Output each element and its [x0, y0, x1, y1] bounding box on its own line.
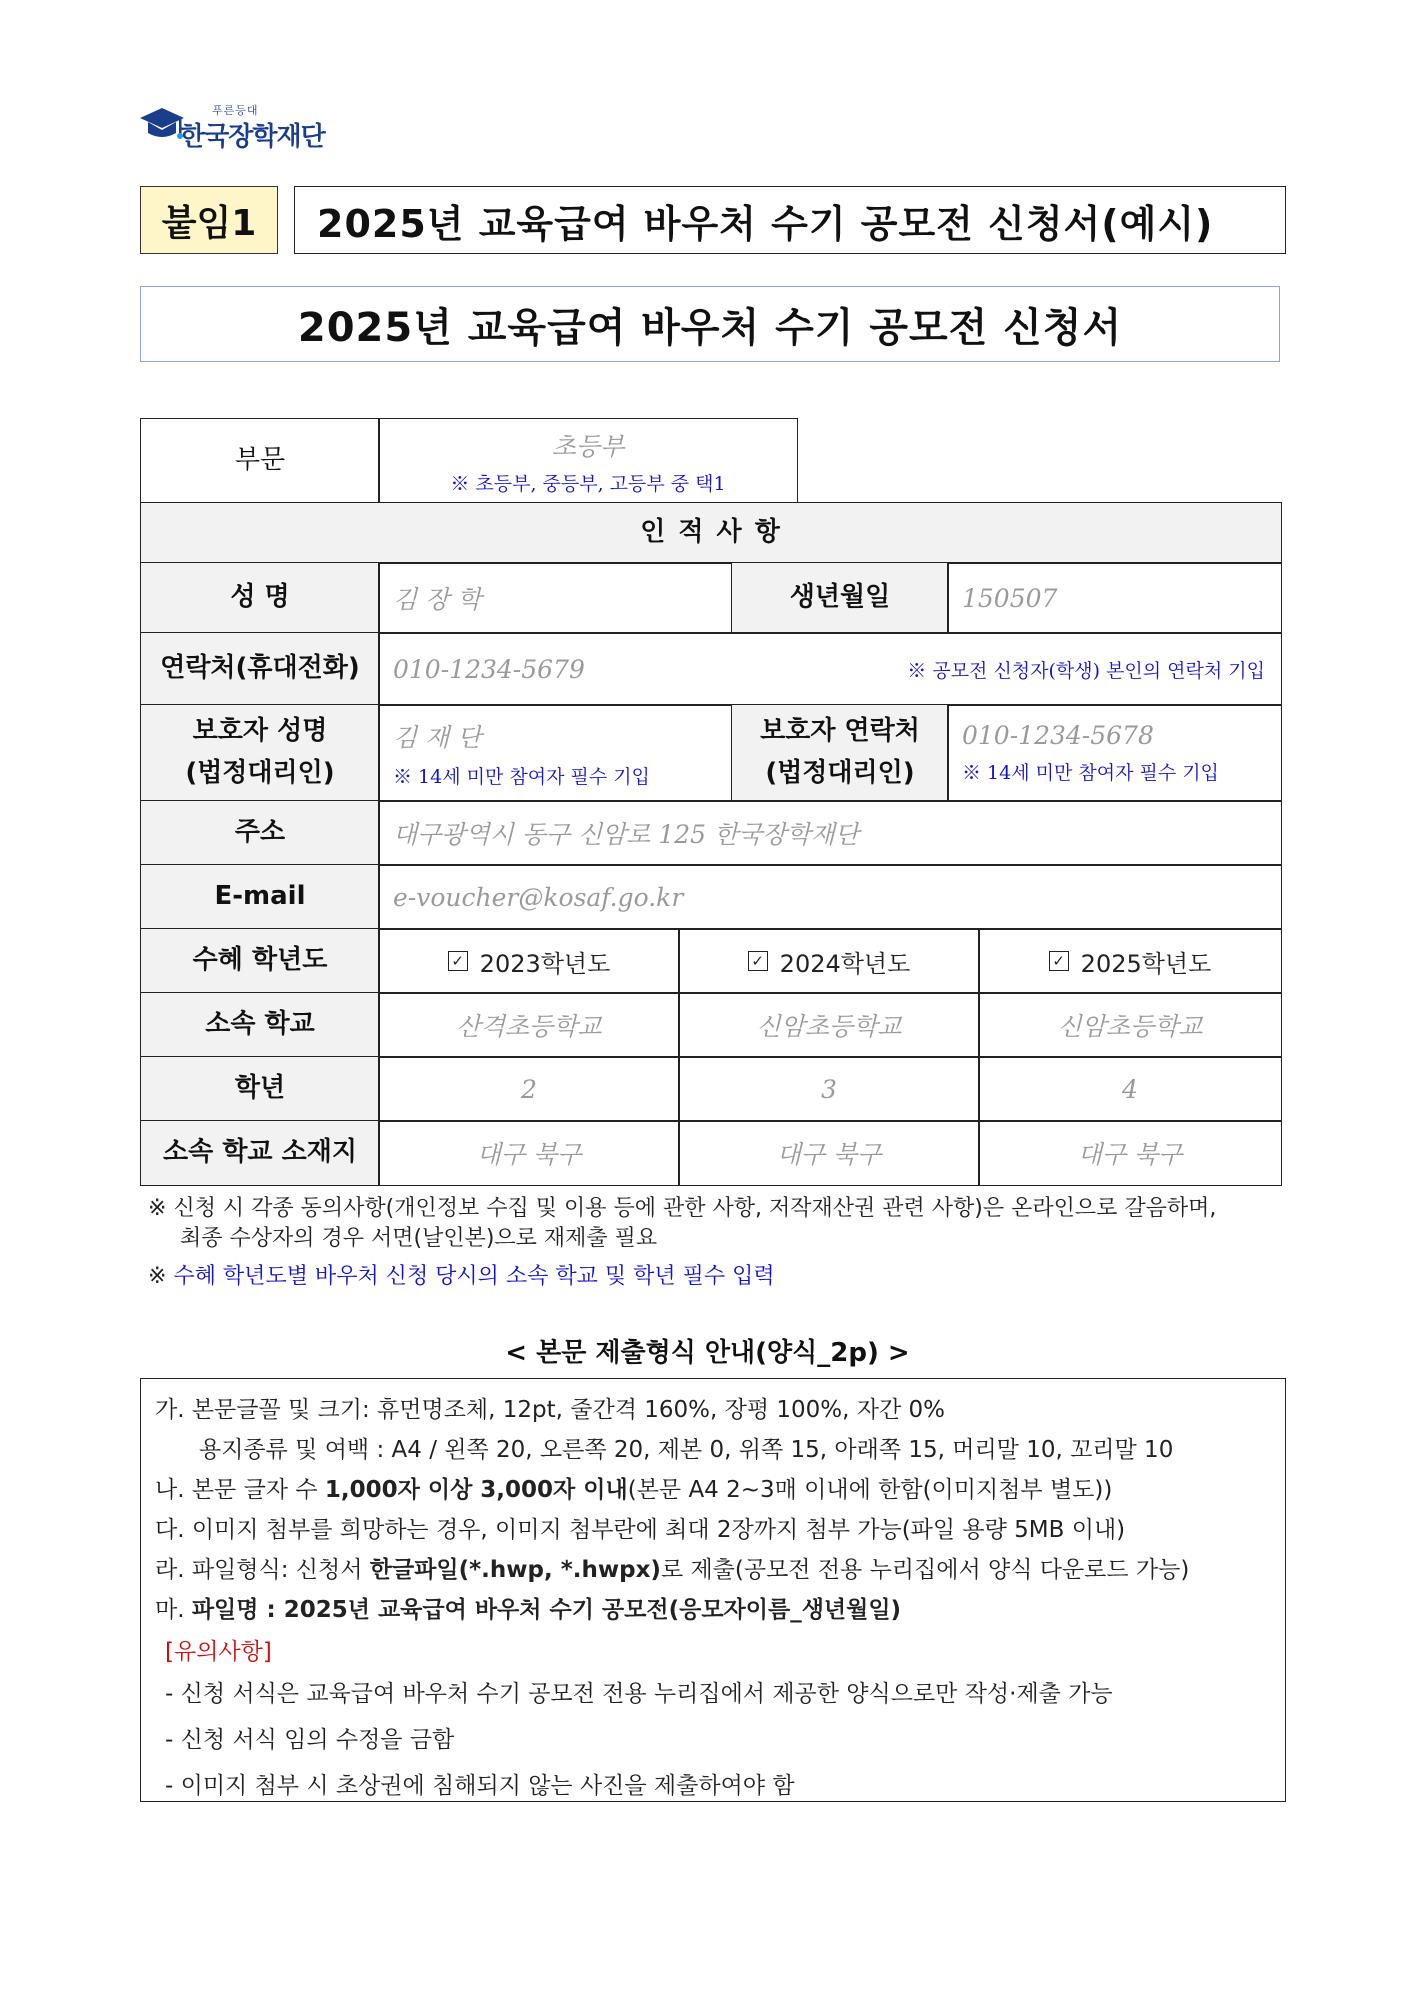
caution-2: - 신청 서식 임의 수정을 금함	[165, 1727, 455, 1753]
address-value[interactable]: 대구광역시 동구 신암로 125 한국장학재단	[378, 800, 1282, 866]
benefit-year-2025-checkbox[interactable]	[978, 928, 1282, 994]
birth-value[interactable]: 150507	[947, 562, 1282, 634]
contact-value: 010-1234-5679	[393, 654, 585, 684]
grade-2024[interactable]: 3	[678, 1056, 980, 1122]
guide-line-ga: 가. 본문글꼴 및 크기: 휴먼명조체, 12pt, 줄간격 160%, 장평 100%, 자간 0%	[155, 1397, 945, 1423]
personal-info-header: 인 적 사 항	[140, 502, 1282, 564]
division-value: 초등부	[551, 431, 625, 461]
note-mark: ※	[148, 1196, 167, 1221]
logo-name: 한국장학재단	[180, 122, 325, 152]
school-location-2025[interactable]: 대구 북구	[978, 1120, 1282, 1186]
guide-line-na-bold: 1,000자 이상 3,000자 이내	[324, 1477, 628, 1503]
guardian-contact-note: ※ 14세 미만 참여자 필수 기입	[962, 762, 1219, 784]
benefit-year-2025: 2025학년도	[1080, 949, 1212, 978]
division-label: 부문	[140, 418, 380, 504]
name-value[interactable]: 김 장 학	[378, 562, 733, 634]
guide-line-ma-bold: 파일명 : 2025년 교육급여 바우처 수기 공모전(응모자이름_생년월일)	[191, 1597, 902, 1623]
grade-2023[interactable]: 2	[378, 1056, 680, 1122]
birth-label: 생년월일	[731, 562, 949, 634]
contact-label: 연락처(휴대전화)	[140, 632, 380, 706]
school-2023[interactable]: 산격초등학교	[378, 992, 680, 1058]
benefit-year-2023-checkbox[interactable]	[378, 928, 680, 994]
caution-heading: [유의사항]	[165, 1639, 272, 1665]
school-label: 소속 학교	[140, 992, 380, 1058]
email-value[interactable]: e-voucher@kosaf.go.kr	[378, 864, 1282, 930]
guardian-name-value: 김 재 단	[393, 722, 482, 752]
guardian-contact-cell[interactable]	[947, 704, 1282, 802]
address-label: 주소	[140, 800, 380, 866]
guide-line-ma	[155, 1591, 901, 1624]
logo-tagline: 푸른등대	[212, 104, 259, 117]
guide-box	[140, 1378, 1286, 1802]
form-title: 2025년 교육급여 바우처 수기 공모전 신청서	[140, 286, 1280, 362]
graduation-cap-icon	[140, 106, 184, 146]
benefit-year-2024-checkbox[interactable]	[678, 928, 980, 994]
check-icon: ✓	[448, 951, 468, 971]
footnote-consent	[148, 1194, 1288, 1254]
guardian-name-label	[140, 704, 380, 802]
grade-2025[interactable]: 4	[978, 1056, 1282, 1122]
contact-value-cell[interactable]	[378, 632, 1282, 706]
benefit-year-2023: 2023학년도	[479, 949, 611, 978]
division-note: ※ 초등부, 중등부, 고등부 중 택1	[450, 472, 726, 495]
grade-label: 학년	[140, 1056, 380, 1122]
guardian-name-cell[interactable]	[378, 704, 733, 802]
note-mark: ※	[148, 1264, 167, 1289]
guardian-contact-label	[731, 704, 949, 802]
guide-line-ra-pre: 라. 파일형식: 신청서	[155, 1557, 370, 1583]
school-location-label: 소속 학교 소재지	[140, 1120, 380, 1186]
caution-1: - 신청 서식은 교육급여 바우처 수기 공모전 전용 누리집에서 제공한 양식으로만 작성·제출 가능	[165, 1681, 1113, 1707]
benefit-year-2024: 2024학년도	[779, 949, 911, 978]
email-label: E-mail	[140, 864, 380, 930]
guide-line-na	[155, 1471, 1112, 1504]
guardian-contact-label-line2: (법정대리인)	[765, 758, 915, 788]
school-location-2024[interactable]: 대구 북구	[678, 1120, 980, 1186]
guide-line-da: 다. 이미지 첨부를 희망하는 경우, 이미지 첨부란에 최대 2장까지 첨부 가능(파일 용량 5MB 이내)	[155, 1517, 1126, 1543]
guide-line-ra-bold: 한글파일(*.hwp, *.hwpx)	[369, 1557, 661, 1583]
footnote-school-grade	[148, 1262, 1288, 1292]
name-label: 성 명	[140, 562, 380, 634]
guardian-name-note: ※ 14세 미만 참여자 필수 기입	[393, 765, 650, 788]
guardian-contact-label-line1: 보호자 연락처	[760, 716, 920, 747]
footnote-consent-line1: 신청 시 각종 동의사항(개인정보 수집 및 이용 등에 관한 사항, 저작재산권 관련 사항)은 온라인으로 갈음하며,	[173, 1196, 1217, 1221]
guide-line-ga2: 용지종류 및 여백 : A4 / 왼쪽 20, 오른쪽 20, 제본 0, 위쪽 15, 아래쪽 15, 머리말 10, 꼬리말 10	[199, 1437, 1174, 1463]
guide-line-na-pre: 나. 본문 글자 수	[155, 1477, 325, 1503]
guide-line-ma-pre: 마.	[155, 1597, 192, 1623]
contact-note: ※ 공모전 신청자(학생) 본인의 연락처 기입	[907, 659, 1265, 682]
footnote-consent-line2: 최종 수상자의 경우 서면(날인본)으로 재제출 필요	[180, 1226, 658, 1251]
attachment-label: 붙임1	[140, 186, 278, 254]
division-value-cell[interactable]	[378, 418, 798, 504]
guide-line-ra	[155, 1551, 1189, 1584]
guide-line-na-post: (본문 A4 2~3매 이내에 한함(이미지첨부 별도))	[627, 1477, 1113, 1503]
logo	[140, 100, 350, 152]
school-2025[interactable]: 신암초등학교	[978, 992, 1282, 1058]
guide-heading: < 본문 제출형식 안내(양식_2p) >	[505, 1338, 910, 1368]
page-title: 2025년 교육급여 바우처 수기 공모전 신청서(예시)	[294, 186, 1286, 254]
guardian-contact-value: 010-1234-5678	[962, 721, 1154, 750]
check-icon: ✓	[1049, 951, 1069, 971]
school-2024[interactable]: 신암초등학교	[678, 992, 980, 1058]
guardian-name-label-line2: (법정대리인)	[185, 758, 335, 788]
check-icon: ✓	[748, 951, 768, 971]
guide-line-ra-post: 로 제출(공모전 전용 누리집에서 양식 다운로드 가능)	[660, 1557, 1190, 1583]
footnote-school-grade-text: 수혜 학년도별 바우처 신청 당시의 소속 학교 및 학년 필수 입력	[173, 1264, 775, 1289]
caution-3: - 이미지 첨부 시 초상권에 침해되지 않는 사진을 제출하여야 함	[165, 1773, 795, 1799]
benefit-year-label: 수혜 학년도	[140, 928, 380, 994]
guardian-name-label-line1: 보호자 성명	[192, 716, 328, 747]
school-location-2023[interactable]: 대구 북구	[378, 1120, 680, 1186]
